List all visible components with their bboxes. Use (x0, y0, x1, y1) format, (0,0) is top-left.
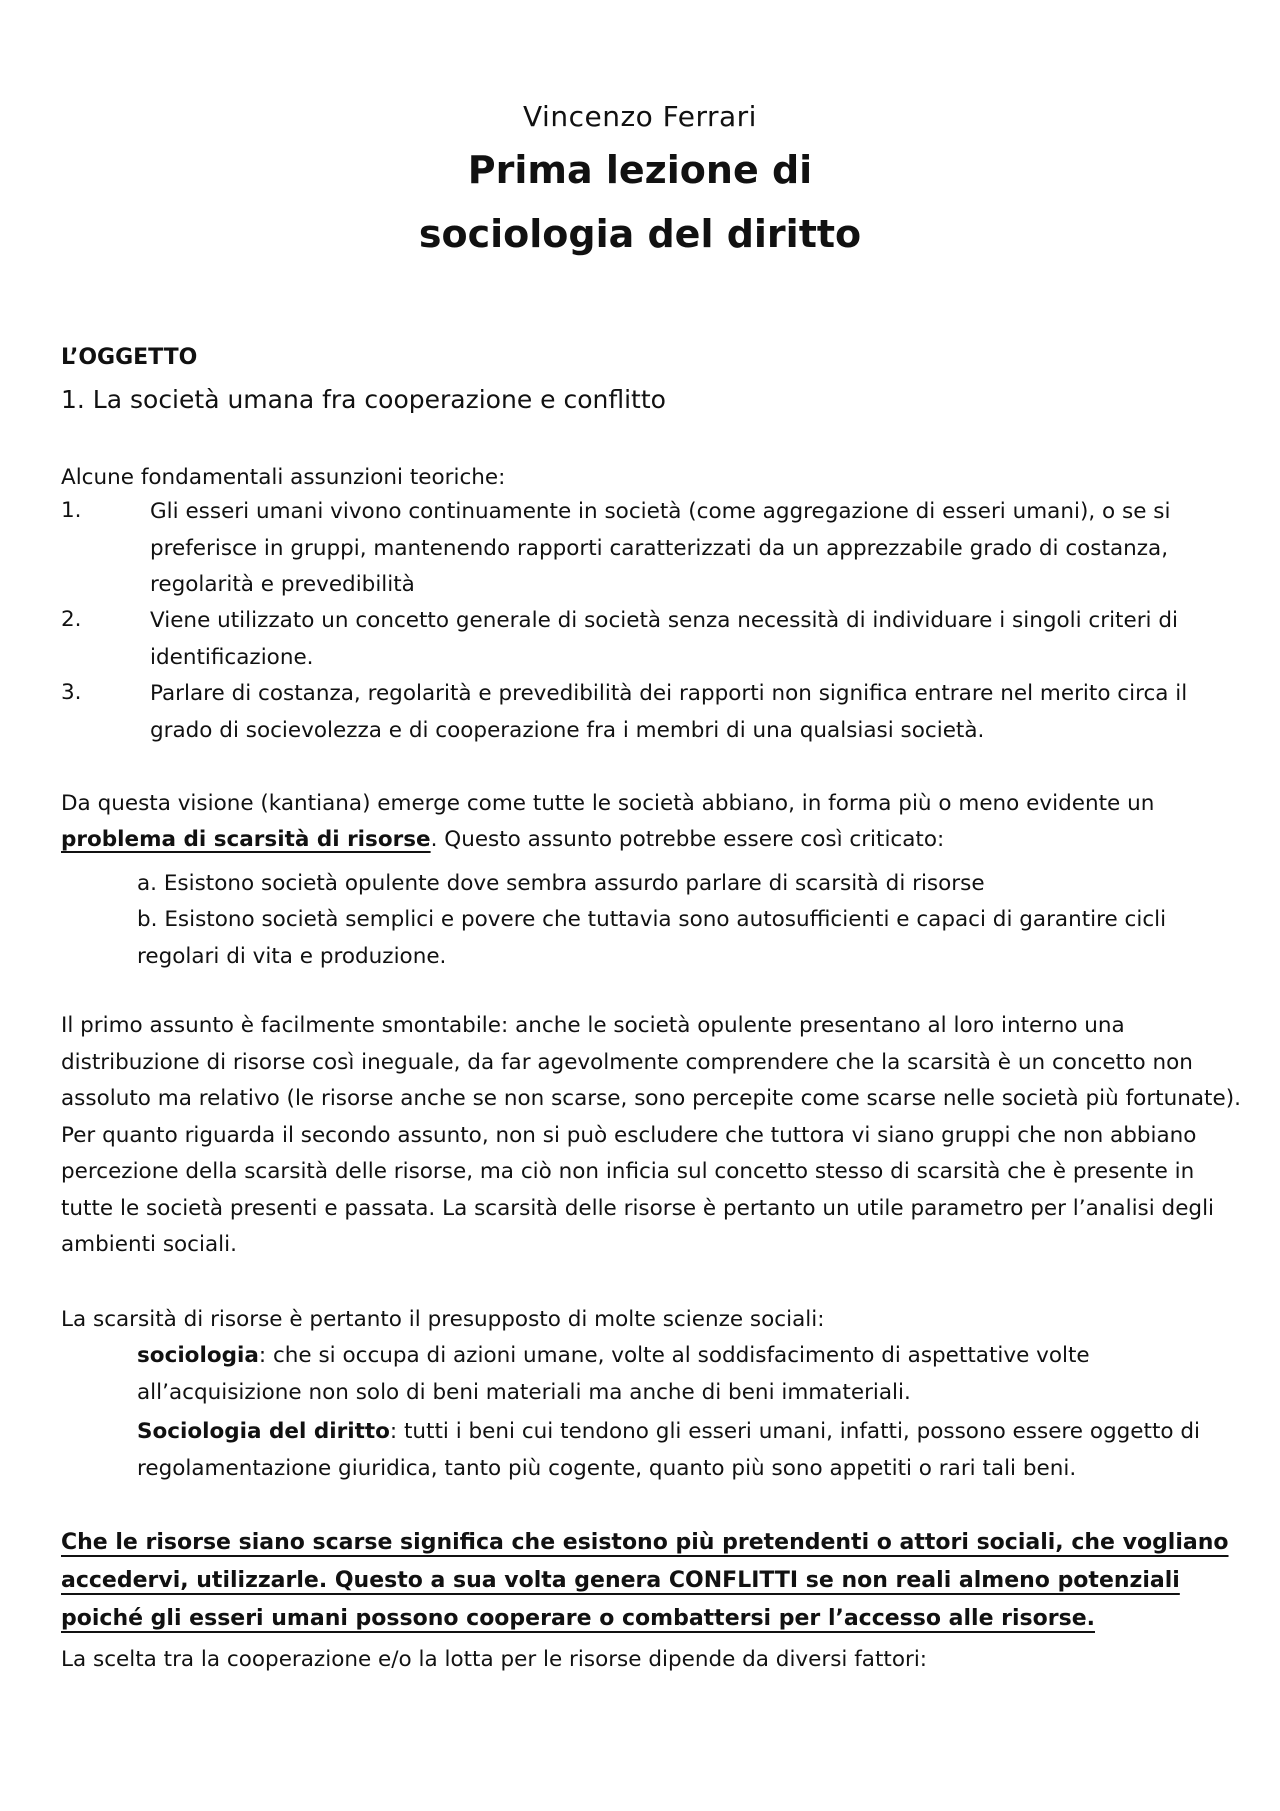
assumption-number: 2. (61, 607, 82, 632)
diritto-description: : tutti i beni cui tendono gli esseri umani, infatti, possono essere oggetto di regolamentazione giuridica, tanto più cogente, quanto più sono appetiti o rari tali beni. (137, 1419, 1200, 1481)
sociologia-description: : che si occupa di azioni umane, volte al soddisfacimento di aspettative volte all’acquisizione non solo di beni materiali ma anche di beni immateriali. (137, 1343, 1090, 1405)
title-line-2: sociologia del diritto (418, 212, 862, 256)
assumption-text: Viene utilizzato un concetto generale di società senza necessità di individuare i singoli criteri di identificazione. (150, 608, 1178, 670)
sociologia-term: sociologia (137, 1343, 259, 1368)
science-sociologia (137, 1338, 1237, 1411)
section-subheading: 1. La società umana fra cooperazione e conflitto (61, 385, 666, 414)
assumption-text: Gli esseri umani vivono continuamente in società (come aggregazione di esseri umani), o se si preferisce in gruppi, mantenendo rapporti caratterizzati da un apprezzabile grado di costanza, regolarità e prevedibilità (150, 499, 1171, 597)
vision-line: Da questa visione (kantiana) emerge come tutte le società abbiano, in forma più o meno evidente un (61, 791, 1155, 816)
vision-key-line (61, 822, 944, 859)
section-heading: L’OGGETTO (61, 345, 198, 370)
assumption-number: 3. (61, 680, 82, 705)
conclusion-last-line: La scelta tra la cooperazione e/o la lotta per le risorse dipende da diversi fattori: (61, 1647, 928, 1672)
assumption-text: Parlare di costanza, regolarità e prevedibilità dei rapporti non significa entrare nel merito circa il grado di socievolezza e di cooperazione fra i membri di una qualsiasi società. (150, 681, 1188, 743)
conclusion-emphasis: Che le risorse siano scarse significa che esistono più pretendenti o attori sociali, che vogliano accedervi, utilizzarle. Questo a sua volta genera CONFLITTI se non reali almeno potenziali poiché gli esseri umani possono cooperare o combattersi per l’accesso alle risorse. (61, 1530, 1229, 1631)
assumption-number: 1. (61, 498, 82, 523)
critique-a: a. Esistono società opulente dove sembra assurdo parlare di scarsità di risorse (137, 871, 985, 896)
diritto-term: Sociologia del diritto (137, 1419, 390, 1444)
science-diritto (137, 1414, 1237, 1487)
vision-after-key: . Questo assunto potrebbe essere così criticato: (430, 827, 945, 852)
critique-b: b. Esistono società semplici e povere che tuttavia sono autosufficienti e capaci di garantire cicli regolari di vita e produzione. (137, 907, 1167, 969)
sciences-intro: La scarsità di risorse è pertanto il presupposto di molte scienze sociali: (61, 1307, 825, 1332)
rebuttal-paragraph: Il primo assunto è facilmente smontabile: anche le società opulente presentano al loro interno una distribuzione di risorse così ineguale, da far agevolmente comprendere che la scarsità è un concetto non assoluto ma relativo (le risorse anche se non scarse, sono percepite come scarse nelle società più fortunate). Per quanto riguarda il secondo assunto, non si può escludere che tuttora vi siano gruppi che non abbiano percezione della scarsità delle risorse, ma ciò non inficia sul concetto stesso di scarsità che è presente in tutte le società presenti e passata. La scarsità delle risorse è pertanto un utile parametro per l’analisi degli ambienti sociali. (61, 1013, 1241, 1257)
title-line-1: Prima lezione di (467, 148, 813, 192)
scarcity-key-phrase: problema di scarsità di risorse (61, 827, 431, 852)
author-name: Vincenzo Ferrari (523, 100, 757, 133)
assumptions-intro: Alcune fondamentali assunzioni teoriche: (61, 465, 506, 490)
